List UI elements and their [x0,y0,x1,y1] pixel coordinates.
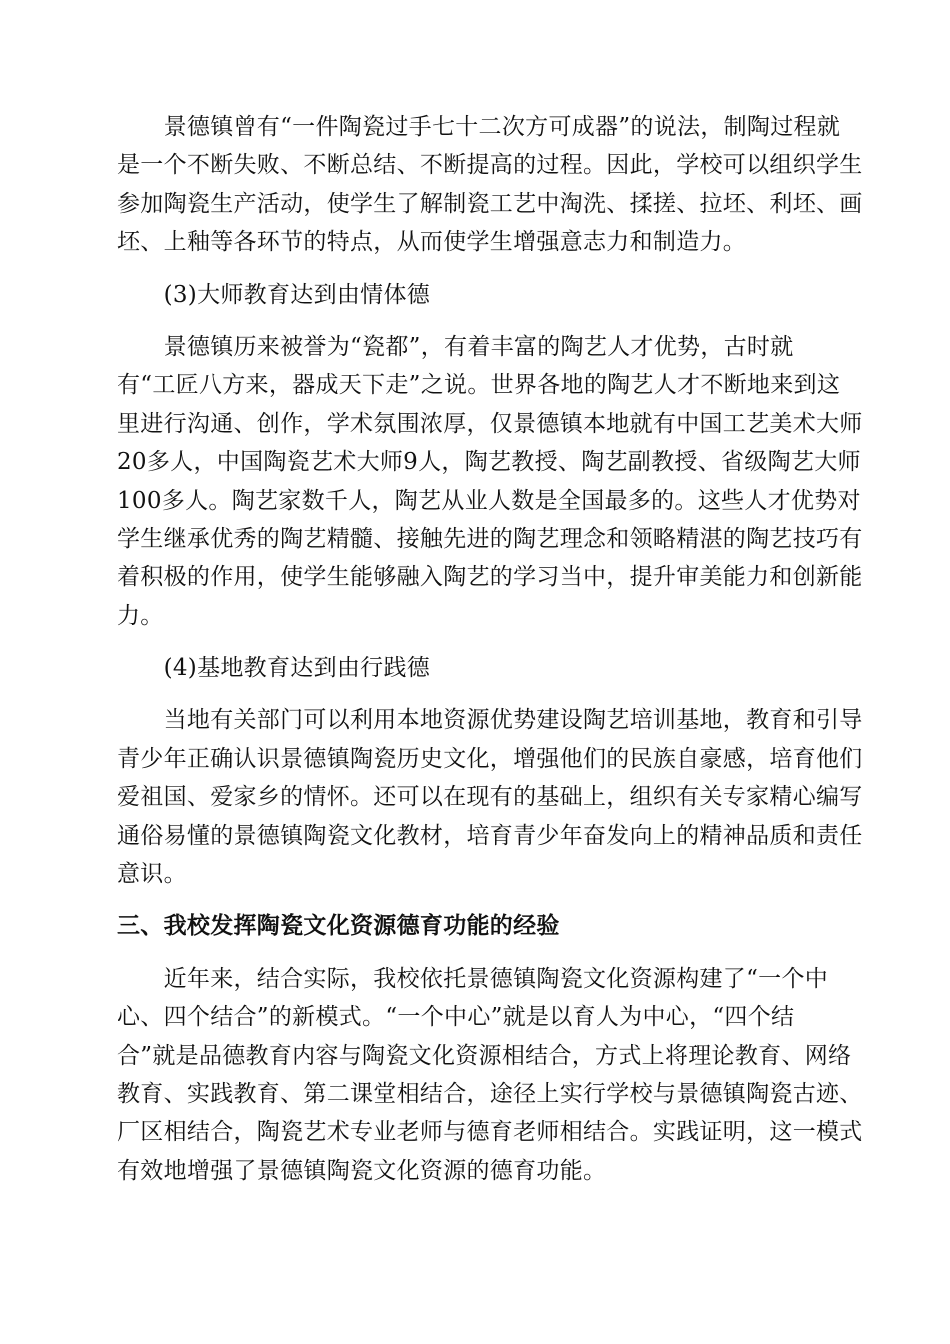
paragraph-firing-process [117,108,863,262]
text-line: 学生继承优秀的陶艺精髓、接触先进的陶艺理念和领略精湛的陶艺技巧有 [117,525,863,552]
text-line: 20多人，中国陶瓷艺术大师9人，陶艺教授、陶艺副教授、省级陶艺大师 [117,449,861,476]
text-line: 参加陶瓷生产活动，使学生了解制瓷工艺中淘洗、揉搓、拉坯、利坯、画 [117,190,863,217]
subheading-text: (3)大师教育达到由情体德 [117,281,431,308]
text-line: 景德镇曾有“一件陶瓷过手七十二次方可成器”的说法，制陶过程就 [117,114,841,140]
text-line: 爱祖国、爱家乡的情怀。还可以在现有的基础上，组织有关专家精心编写 [117,784,863,811]
text-line: 通俗易懂的景德镇陶瓷文化教材，培育青少年奋发向上的精神品质和责任 [117,822,863,849]
subheading-base-education [117,649,833,687]
subheading-master-education [117,276,833,314]
section-heading [117,907,833,945]
text-line: 意识。 [117,861,187,888]
text-line: 有效地增强了景德镇陶瓷文化资源的德育功能。 [117,1157,607,1184]
text-line: 着积极的作用，使学生能够融入陶艺的学习当中，提升审美能力和创新能 [117,564,863,591]
text-line: 教育、实践教育、第二课堂相结合，途径上实行学校与景德镇陶瓷古迹、 [117,1080,863,1107]
text-line: 有“工匠八方来，器成天下走”之说。世界各地的陶艺人才不断地来到这 [117,372,841,399]
text-line: 是一个不断失败、不断总结、不断提高的过程。因此，学校可以组织学生 [117,152,863,179]
text-line: 坯、上釉等各环节的特点，从而使学生增强意志力和制造力。 [117,229,747,256]
section-heading-text: 三、我校发挥陶瓷文化资源德育功能的经验 [117,913,560,940]
text-line: 近年来，结合实际，我校依托景德镇陶瓷文化资源构建了“一个中 [117,965,829,992]
text-line: 青少年正确认识景德镇陶瓷历史文化，增强他们的民族自豪感，培育他们 [117,745,863,772]
text-line: 当地有关部门可以利用本地资源优势建设陶艺培训基地，教育和引导 [117,707,863,734]
text-line: 心、四个结合”的新模式。“一个中心”就是以育人为中心，“四个结 [117,1004,795,1031]
text-line: 100多人。陶艺家数千人，陶艺从业人数是全国最多的。这些人才优势对 [117,487,861,514]
subheading-text: (4)基地教育达到由行践德 [117,655,431,682]
text-line: 景德镇历来被誉为“瓷都”，有着丰富的陶艺人才优势，古时就 [117,333,794,360]
text-line: 力。 [117,602,164,629]
text-line: 里进行沟通、创作，学术氛围浓厚，仅景德镇本地就有中国工艺美术大师 [117,410,863,437]
document-page [117,108,863,1190]
text-line: 厂区相结合，陶瓷艺术专业老师与德育老师相结合。实践证明，这一模式 [117,1119,863,1146]
paragraph-school-experience [117,960,863,1190]
paragraph-training-base [117,701,863,893]
paragraph-ceramic-capital [117,328,863,635]
text-line: 合”就是品德教育内容与陶瓷文化资源相结合，方式上将理论教育、网络 [117,1042,852,1069]
